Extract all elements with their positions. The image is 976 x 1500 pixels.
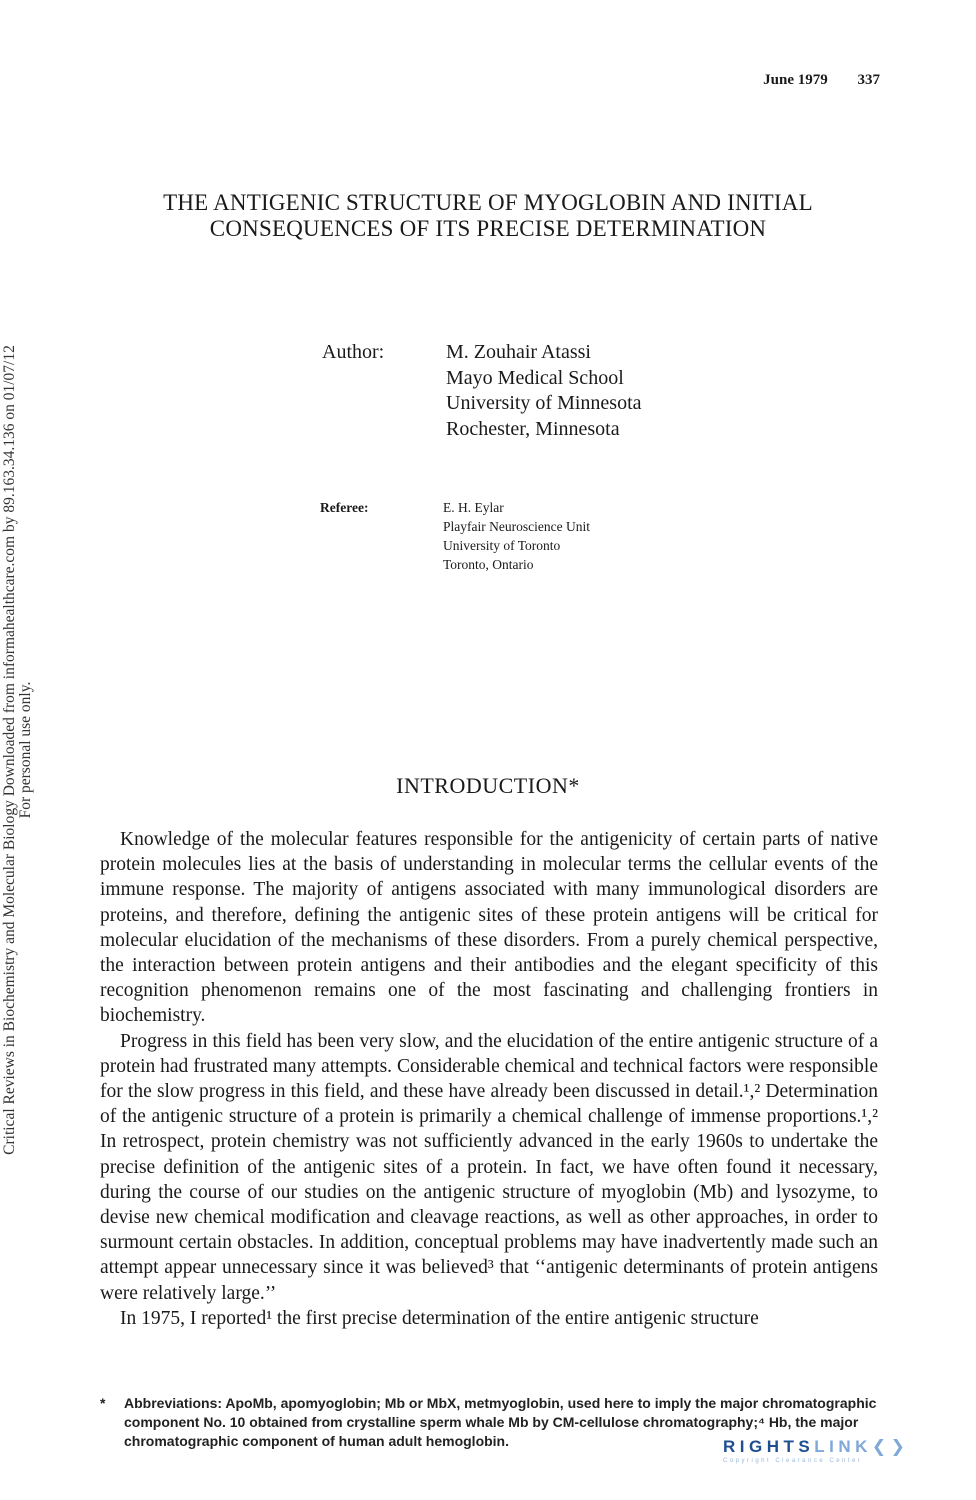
author-name: M. Zouhair Atassi xyxy=(446,341,591,363)
referee-affiliation-3: Toronto, Ontario xyxy=(443,557,534,572)
footnote-text: Abbreviations: ApoMb, apomyoglobin; Mb or MbX, metmyoglobin, used here to imply the major chromatographic component No. 10 obtained from crystalline sperm whale Mb by CM-cellulose chromatography;⁴ Hb, the major chromatographic component of human adult hemoglobin. xyxy=(124,1395,877,1449)
logo-rights: RIGHTS xyxy=(723,1437,815,1456)
author-affiliation-2: University of Minnesota xyxy=(446,392,642,414)
title-line1: THE ANTIGENIC STRUCTURE OF MYOGLOBIN AND INITIAL xyxy=(163,190,813,215)
page-header xyxy=(763,72,880,89)
logo-arrow-icon: ❮❯ xyxy=(871,1437,910,1456)
author-label: Author: xyxy=(322,341,385,363)
referee-affiliation-1: Playfair Neuroscience Unit xyxy=(443,519,590,534)
paragraph: In 1975, I reported¹ the first precise determination of the entire antigenic structure xyxy=(120,1307,759,1329)
title-line2: CONSEQUENCES OF ITS PRECISE DETERMINATION xyxy=(209,216,767,241)
referee-label: Referee: xyxy=(320,500,369,515)
rightslink-logo xyxy=(723,1437,910,1464)
download-notice xyxy=(2,310,34,1190)
header-date: June 1979 xyxy=(763,72,828,88)
download-notice-line2: For personal use only. xyxy=(17,681,34,819)
author-affiliation-3: Rochester, Minnesota xyxy=(446,417,620,440)
article-title xyxy=(0,190,976,242)
paragraph: Knowledge of the molecular features responsible for the antigenicity of certain parts of native protein molecules lies at the basis of understanding in molecular terms the cellular events of the immune response. The majority of antigens associated with many immunological disorders are proteins, and therefore, defining the antigenic sites of these protein antigens will be critical for molecular elucidation of the mechanisms of these disorders. From a purely chemical perspective, the interaction between protein antigens and their antibodies and the elegant specificity of this recognition phenomenon remains one of the most fascinating and challenging frontiers in biochemistry. xyxy=(100,829,878,1027)
logo-subtitle: Copyright Clearance Center xyxy=(723,1458,863,1464)
referee-affiliation-2: University of Toronto xyxy=(443,538,561,553)
body-text xyxy=(100,827,878,1331)
download-notice-line1: Critical Reviews in Biochemistry and Molecular Biology Downloaded from informahealthcare.com by 89.163.34.136 on 01/07/12 xyxy=(1,345,18,1155)
referee-name: E. H. Eylar xyxy=(443,500,504,515)
author-affiliation-1: Mayo Medical School xyxy=(446,366,624,389)
section-heading: INTRODUCTION* xyxy=(396,773,580,798)
paragraph: Progress in this field has been very slow, and the elucidation of the entire antigenic structure of a protein had frustrated many attempts. Considerable chemical and technical factors were responsible for the slow progress in this field, and these have already been discussed in detail.¹,² Determination of the antigenic structure of a protein is primarily a chemical challenge of immense proportions.¹,² In retrospect, protein chemistry was not sufficiently advanced in the early 1960s to undertake the precise definition of the antigenic sites of a protein. In fact, we have often found it necessary, during the course of our studies on the antigenic structure of myoglobin (Mb) and lysozyme, to devise new chemical modification and cleavage reactions, as well as other approaches, in order to surmount certain obstacles. In addition, conceptual problems may have inadvertently made such an attempt appear unnecessary since it was believed³ that ‘‘antigenic determinants of protein antigens were relatively large.’’ xyxy=(100,1030,878,1304)
logo-link: LINK xyxy=(814,1437,872,1456)
footnote-mark: * xyxy=(100,1395,106,1411)
page-number: 337 xyxy=(857,72,880,88)
